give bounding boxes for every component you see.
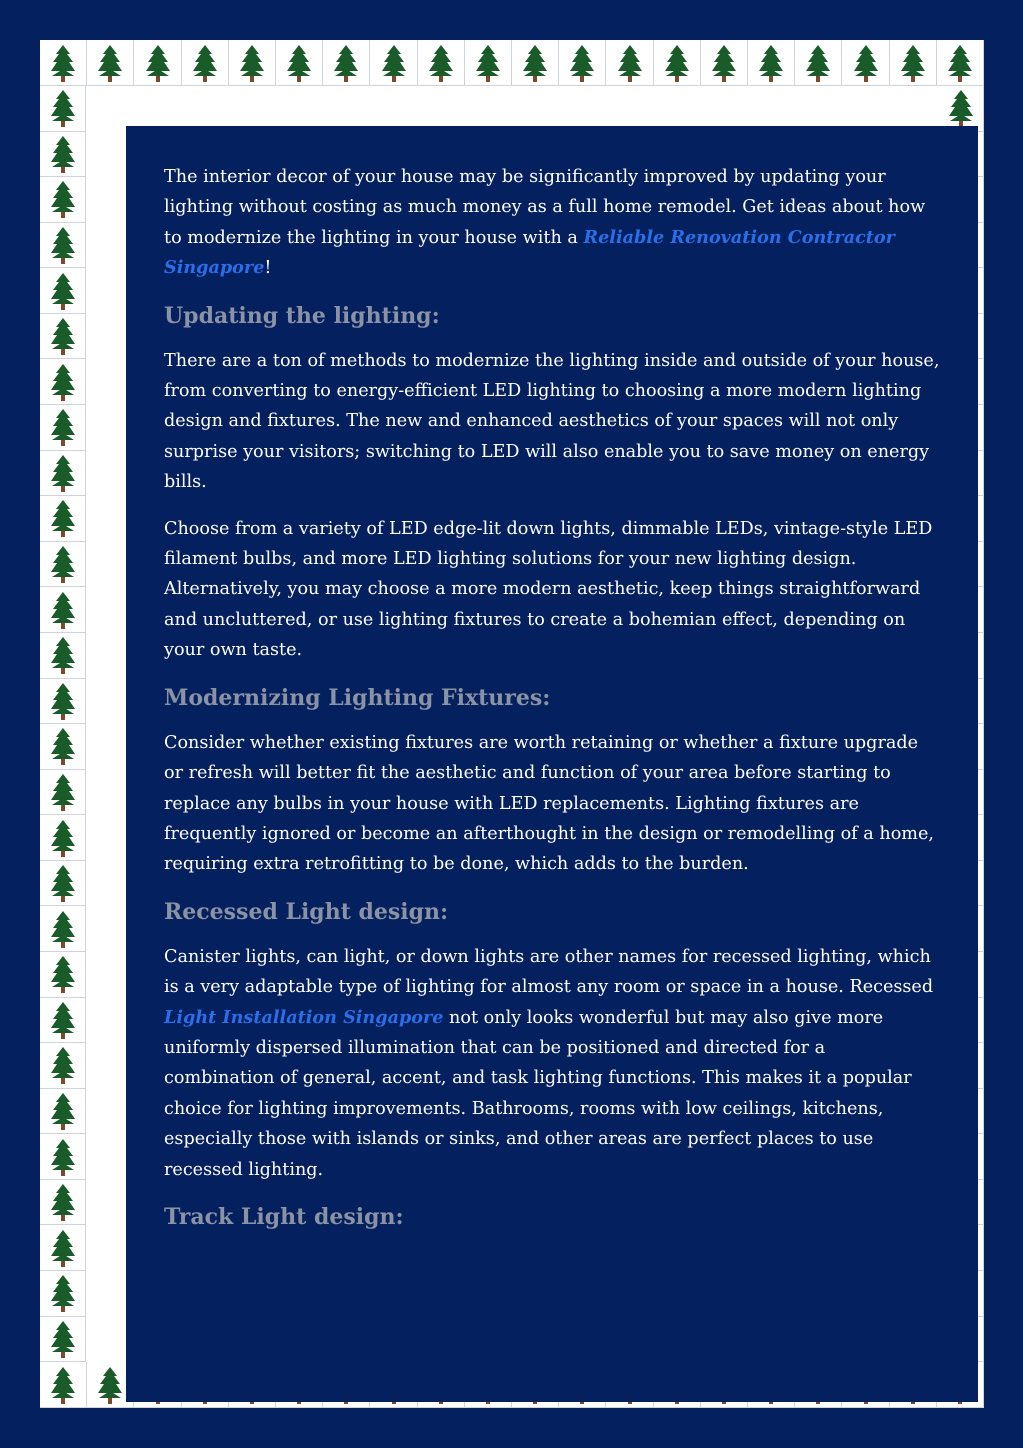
pine-tree-icon <box>97 44 123 82</box>
border-tile <box>40 906 86 952</box>
border-tile <box>937 40 984 86</box>
border-tile <box>40 724 86 770</box>
pine-tree-icon <box>50 226 76 264</box>
updating-paragraph-1: There are a ton of methods to modernize the lighting inside and outside of your house, from converting to energy-efficient LED lighting to choosing a more modern lighting design and fixtures. The new and enhanced aesthetics of your spaces will not only surprise your visitors; switching to LED will also enable you to save money on energy bills. <box>164 350 940 493</box>
border-left <box>40 86 86 1362</box>
pine-tree-icon <box>50 1001 76 1039</box>
recessed-text: Canister lights, can light, or down lights are other names for recessed lighting, which is a very adaptable type of lighting for almost any room or space in a house. Recessed <box>164 946 934 998</box>
pine-tree-icon <box>50 1138 76 1176</box>
border-tile <box>40 542 86 588</box>
pine-tree-icon <box>286 44 312 82</box>
heading-recessed-light: Recessed Light design: <box>164 898 449 925</box>
border-tile <box>40 268 86 314</box>
border-tile <box>40 1225 86 1271</box>
pine-tree-icon <box>50 1092 76 1130</box>
border-tile <box>40 496 86 542</box>
border-tile <box>40 1134 86 1180</box>
recessed-text-end: not only looks wonderful but may also give more uniformly dispersed illumination that can be positioned and directed for a combination of general, accent, and task lighting functions. This makes it a popular choice for lighting improvements. Bathrooms, rooms with low ceilings, kitchens, especially those with islands or sinks, and other areas are perfect places to use recessed lighting. <box>164 1007 912 1180</box>
border-tile <box>40 223 86 269</box>
border-tile <box>40 770 86 816</box>
border-tile <box>465 40 512 86</box>
border-tile <box>40 1271 86 1317</box>
pine-tree-icon <box>900 44 926 82</box>
pine-tree-icon <box>50 682 76 720</box>
border-tile <box>182 40 229 86</box>
pine-tree-icon <box>50 1183 76 1221</box>
pine-tree-icon <box>428 44 454 82</box>
border-tile <box>370 40 417 86</box>
pine-tree-icon <box>50 1229 76 1267</box>
border-tile <box>654 40 701 86</box>
pine-tree-icon <box>475 44 501 82</box>
border-tile <box>40 314 86 360</box>
border-tile <box>890 40 937 86</box>
pine-tree-icon <box>50 408 76 446</box>
pine-tree-icon <box>239 44 265 82</box>
pine-tree-icon <box>50 89 76 127</box>
pine-tree-icon <box>192 44 218 82</box>
pine-tree-icon <box>664 44 690 82</box>
pine-tree-icon <box>145 44 171 82</box>
border-tile <box>40 998 86 1044</box>
border-tile <box>40 1089 86 1135</box>
pine-tree-icon <box>50 1366 76 1404</box>
heading-modernizing-fixtures: Modernizing Lighting Fixtures: <box>164 684 551 711</box>
border-tile <box>40 1317 86 1363</box>
pine-tree-icon <box>853 44 879 82</box>
border-tile <box>87 40 134 86</box>
border-tile <box>276 40 323 86</box>
border-tile <box>40 815 86 861</box>
heading-updating-lighting: Updating the lighting: <box>164 302 440 329</box>
pine-tree-icon <box>381 44 407 82</box>
pine-tree-icon <box>50 44 76 82</box>
pine-tree-icon <box>50 955 76 993</box>
pine-tree-icon <box>711 44 737 82</box>
border-top <box>40 40 984 86</box>
renovation-contractor-link[interactable]: Reliable Renovation Contractor Singapore <box>164 226 895 279</box>
border-tile <box>40 405 86 451</box>
pine-tree-icon <box>50 591 76 629</box>
pine-tree-icon <box>758 44 784 82</box>
border-tile <box>229 40 276 86</box>
intro-text-end: ! <box>264 258 272 279</box>
article-body <box>164 162 940 1247</box>
border-tile <box>40 1362 87 1408</box>
pine-tree-icon <box>50 727 76 765</box>
pine-tree-icon <box>50 363 76 401</box>
border-tile <box>40 177 86 223</box>
pine-tree-icon <box>50 317 76 355</box>
pine-tree-icon <box>50 180 76 218</box>
pine-tree-icon <box>50 454 76 492</box>
pine-tree-icon <box>50 1320 76 1358</box>
decorative-border-frame <box>40 40 984 1408</box>
pine-tree-icon <box>97 1366 123 1404</box>
border-tile <box>40 633 86 679</box>
light-installation-link[interactable]: Light Installation Singapore <box>164 1006 444 1028</box>
border-tile <box>40 451 86 497</box>
pine-tree-icon <box>50 910 76 948</box>
pine-tree-icon <box>50 773 76 811</box>
border-tile <box>40 587 86 633</box>
border-tile <box>40 1043 86 1089</box>
border-tile <box>748 40 795 86</box>
border-tile <box>40 132 86 178</box>
border-tile <box>559 40 606 86</box>
border-tile <box>512 40 559 86</box>
border-tile <box>606 40 653 86</box>
border-tile <box>40 86 86 132</box>
border-tile <box>134 40 181 86</box>
pine-tree-icon <box>50 864 76 902</box>
updating-paragraph-2: Choose from a variety of LED edge-lit down lights, dimmable LEDs, vintage-style LED filament bulbs, and more LED lighting solutions for your new lighting design. Alternatively, you may choose a more modern aesthetic, keep things straightforward and uncluttered, or use lighting fixtures to create a bohemian effect, depending on your own taste. <box>164 518 933 661</box>
border-tile <box>40 861 86 907</box>
pine-tree-icon <box>50 272 76 310</box>
pine-tree-icon <box>50 1274 76 1312</box>
border-tile <box>40 40 87 86</box>
pine-tree-icon <box>50 636 76 674</box>
fixtures-paragraph: Consider whether existing fixtures are worth retaining or whether a fixture upgrade or refresh will better fit the aesthetic and function of your area before starting to replace any bulbs in your house with LED replacements. Lighting fixtures are frequently ignored or become an afterthought in the design or remodelling of a home, requiring extra retrofitting to be done, which adds to the burden. <box>164 732 934 875</box>
border-tile <box>40 1180 86 1226</box>
pine-tree-icon <box>947 44 973 82</box>
border-tile <box>418 40 465 86</box>
border-tile <box>938 86 984 132</box>
content-panel <box>126 126 978 1402</box>
border-tile <box>795 40 842 86</box>
heading-track-light: Track Light design: <box>164 1203 404 1230</box>
pine-tree-icon <box>50 819 76 857</box>
border-tile <box>40 359 86 405</box>
pine-tree-icon <box>50 1046 76 1084</box>
pine-tree-icon <box>805 44 831 82</box>
intro-text: The interior decor of your house may be significantly improved by updating your lighting without costing as much money as a full home remodel. Get ideas about how to modernize the lighting in your house with a <box>164 167 926 248</box>
pine-tree-icon <box>948 89 974 127</box>
border-tile <box>701 40 748 86</box>
pine-tree-icon <box>617 44 643 82</box>
recessed-paragraph <box>164 942 940 1185</box>
pine-tree-icon <box>569 44 595 82</box>
pine-tree-icon <box>50 135 76 173</box>
pine-tree-icon <box>522 44 548 82</box>
border-tile <box>842 40 889 86</box>
border-tile <box>40 679 86 725</box>
pine-tree-icon <box>50 499 76 537</box>
pine-tree-icon <box>333 44 359 82</box>
border-tile <box>323 40 370 86</box>
pine-tree-icon <box>50 545 76 583</box>
intro-paragraph <box>164 162 940 284</box>
border-tile <box>40 952 86 998</box>
